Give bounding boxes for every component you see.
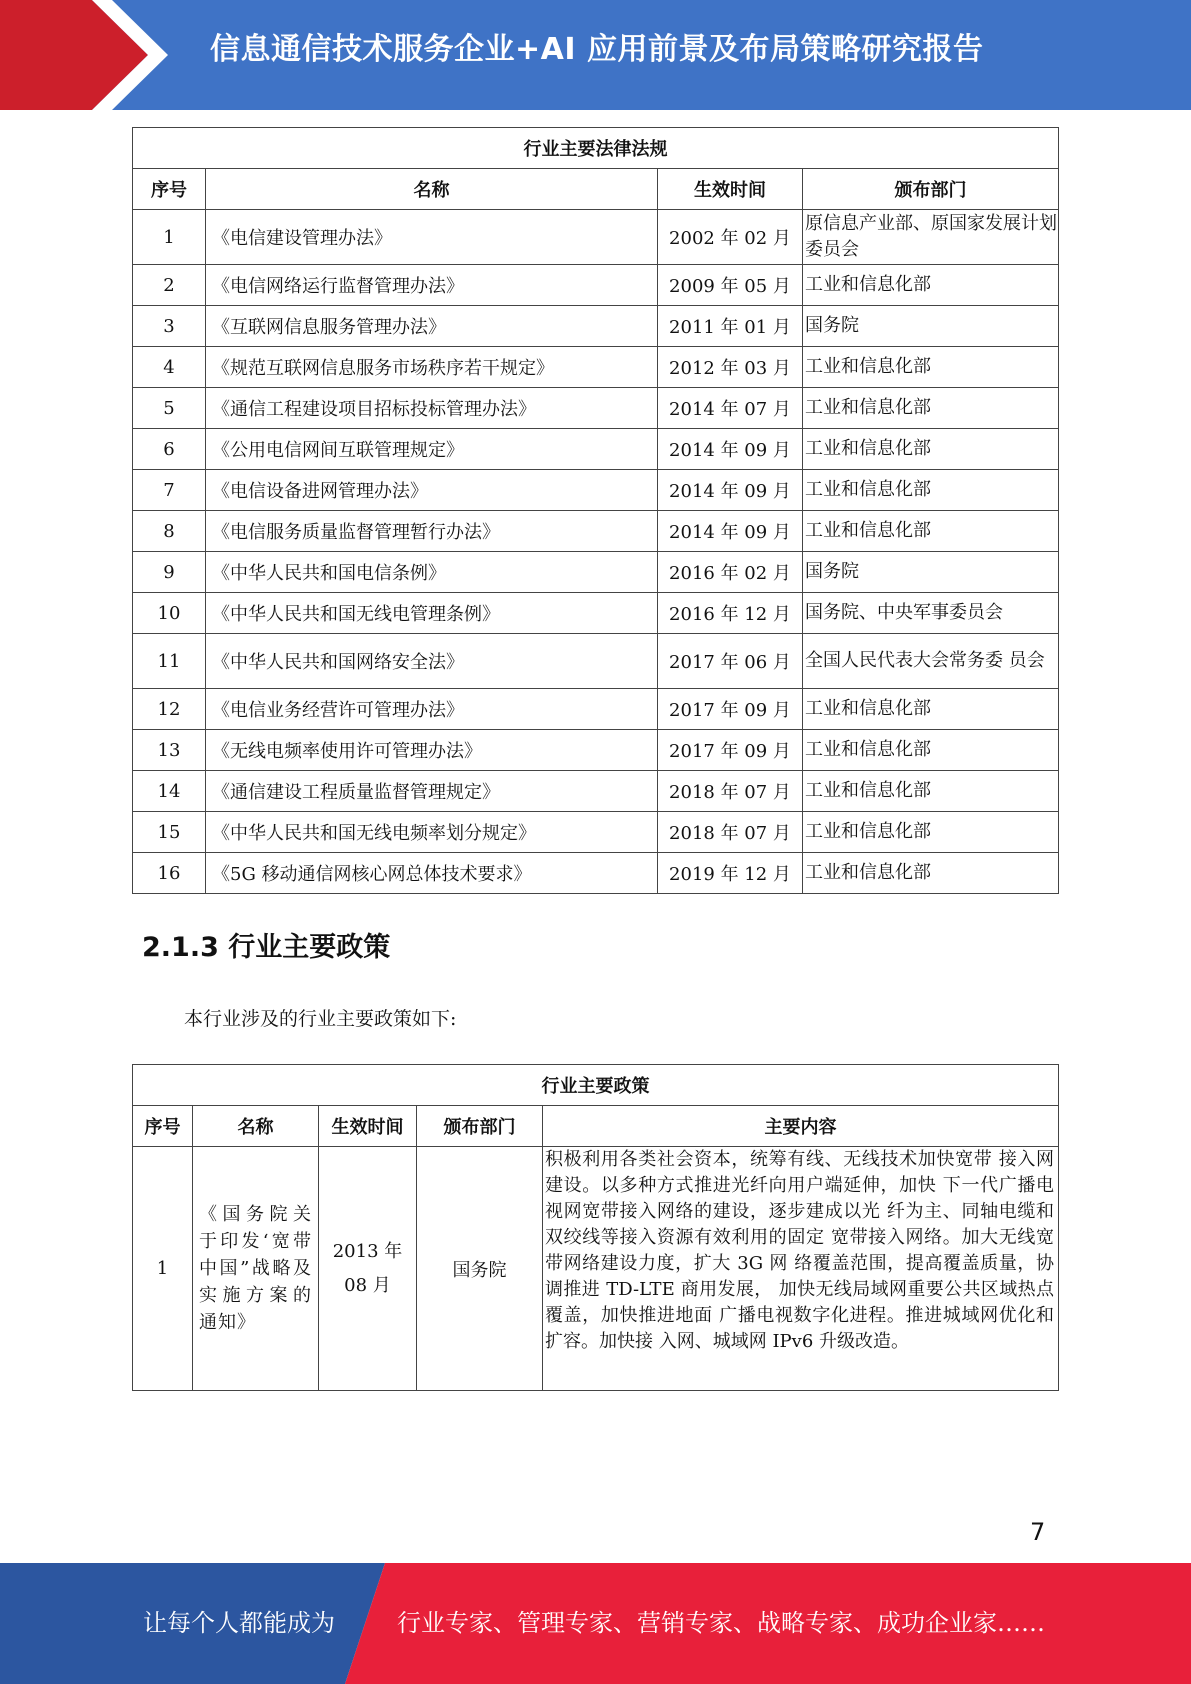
row-dept: 工业和信息化部 [803,429,1059,470]
table-row [133,552,1059,593]
row-dept: 工业和信息化部 [803,388,1059,429]
row-num: 11 [133,634,206,689]
row-date: 2017 年 09 月 [658,730,803,771]
row-name: 《中华人民共和国无线电频率划分规定》 [206,812,658,853]
row-num: 1 [133,210,206,265]
table-row [133,511,1059,552]
col-header-date: 生效时间 [319,1106,417,1147]
page-footer [0,1563,1191,1684]
table-row [133,388,1059,429]
row-name: 《公用电信网间互联管理规定》 [206,429,658,470]
table-row [133,306,1059,347]
row-num: 5 [133,388,206,429]
row-date: 2016 年 02 月 [658,552,803,593]
footer-slogan-left: 让每个人都能成为 [143,1609,335,1637]
page-number: 7 [1030,1518,1046,1546]
row-date: 2019 年 12 月 [658,853,803,894]
row-date: 2011 年 01 月 [658,306,803,347]
row-date [319,1147,417,1391]
row-dept: 工业和信息化部 [803,812,1059,853]
row-name: 《通信工程建设项目招标投标管理办法》 [206,388,658,429]
row-dept: 国务院、中央军事委员会 [803,593,1059,634]
col-header-name: 名称 [193,1106,319,1147]
table-row [133,347,1059,388]
row-num: 13 [133,730,206,771]
row-num: 1 [133,1147,193,1391]
row-date: 2012 年 03 月 [658,347,803,388]
row-date: 2014 年 07 月 [658,388,803,429]
laws-table-title: 行业主要法律法规 [133,128,1059,169]
row-dept: 工业和信息化部 [803,771,1059,812]
row-dept: 工业和信息化部 [803,347,1059,388]
row-dept: 国务院 [803,306,1059,347]
row-date: 2014 年 09 月 [658,429,803,470]
report-title: 信息通信技术服务企业+AI 应用前景及布局策略研究报告 [210,32,984,67]
row-num: 4 [133,347,206,388]
section-heading: 2.1.3 行业主要政策 [142,932,391,963]
row-name: 《中华人民共和国网络安全法》 [206,634,658,689]
table-row [133,593,1059,634]
table-row [133,210,1059,265]
row-name: 《国务院关于印发‘宽带中国”战略及实施方案的通知》 [193,1147,319,1391]
row-dept: 原信息产业部、原国家发展计划委员会 [803,210,1059,265]
footer-slogan-right: 行业专家、管理专家、营销专家、战略专家、成功企业家…… [397,1609,1045,1637]
row-dept: 工业和信息化部 [803,730,1059,771]
row-dept: 工业和信息化部 [803,265,1059,306]
row-num: 15 [133,812,206,853]
row-dept: 工业和信息化部 [803,511,1059,552]
row-date-month: 08 月 [344,1274,391,1296]
row-num: 7 [133,470,206,511]
row-name: 《互联网信息服务管理办法》 [206,306,658,347]
row-name: 《电信服务质量监督管理暂行办法》 [206,511,658,552]
row-num: 10 [133,593,206,634]
row-date: 2017 年 06 月 [658,634,803,689]
row-dept: 工业和信息化部 [803,470,1059,511]
row-dept: 工业和信息化部 [803,853,1059,894]
row-num: 6 [133,429,206,470]
row-name: 《无线电频率使用许可管理办法》 [206,730,658,771]
row-dept: 国务院 [803,552,1059,593]
policy-table-header [133,1106,1059,1147]
row-date: 2018 年 07 月 [658,771,803,812]
row-date: 2002 年 02 月 [658,210,803,265]
row-dept: 国务院 [417,1147,543,1391]
col-header-dept: 颁布部门 [803,169,1059,210]
row-date-year: 2013 年 [332,1240,403,1262]
section-intro: 本行业涉及的行业主要政策如下: [184,1008,457,1030]
col-header-num: 序号 [133,1106,193,1147]
row-num: 3 [133,306,206,347]
policy-table-title: 行业主要政策 [133,1065,1059,1106]
row-num: 12 [133,689,206,730]
table-row [133,771,1059,812]
table-row [133,1147,1059,1391]
row-name: 《规范互联网信息服务市场秩序若干规定》 [206,347,658,388]
row-date: 2018 年 07 月 [658,812,803,853]
table-row [133,812,1059,853]
row-name: 《电信设备进网管理办法》 [206,470,658,511]
col-header-num: 序号 [133,169,206,210]
row-name: 《通信建设工程质量监督管理规定》 [206,771,658,812]
table-row [133,689,1059,730]
col-header-content: 主要内容 [543,1106,1059,1147]
row-date: 2016 年 12 月 [658,593,803,634]
laws-table-header [133,169,1059,210]
row-name: 《电信建设管理办法》 [206,210,658,265]
table-row [133,634,1059,689]
row-num: 9 [133,552,206,593]
row-name: 《电信网络运行监督管理办法》 [206,265,658,306]
row-date: 2009 年 05 月 [658,265,803,306]
row-date: 2017 年 09 月 [658,689,803,730]
row-num: 16 [133,853,206,894]
policy-table [132,1064,1059,1391]
row-num: 8 [133,511,206,552]
row-dept: 全国人民代表大会常务委 员会 [803,634,1059,689]
row-date: 2014 年 09 月 [658,511,803,552]
row-name: 《中华人民共和国无线电管理条例》 [206,593,658,634]
row-name: 《电信业务经营许可管理办法》 [206,689,658,730]
table-row [133,470,1059,511]
row-num: 2 [133,265,206,306]
col-header-dept: 颁布部门 [417,1106,543,1147]
row-date: 2014 年 09 月 [658,470,803,511]
table-row [133,429,1059,470]
table-row [133,730,1059,771]
row-name: 《中华人民共和国电信条例》 [206,552,658,593]
row-num: 14 [133,771,206,812]
col-header-name: 名称 [206,169,658,210]
row-content: 积极利用各类社会资本，统筹有线、无线技术加快宽带 接入网建设。以多种方式推进光纤向用户端延伸，加快 下一代广播电视网宽带接入网络的建设，逐步建成以光 纤为主、同轴电缆和双绞线等接入资源有效利用的固定 宽带接入网络。加大无线宽带网络建设力度，扩大 3G 网 络覆盖范围，提高覆盖质量，协调推进 TD-LTE 商用发展， 加快无线局域网重要公共区域热点覆盖，加快推进地面 广播电视数字化进程。推进城域网优化和扩容。加快接 入网、城域网 IPv6 升级改造。 [543,1147,1059,1391]
laws-table [132,127,1059,894]
table-row [133,853,1059,894]
table-row [133,265,1059,306]
page-header [0,0,1191,110]
col-header-date: 生效时间 [658,169,803,210]
row-dept: 工业和信息化部 [803,689,1059,730]
row-name: 《5G 移动通信网核心网总体技术要求》 [206,853,658,894]
